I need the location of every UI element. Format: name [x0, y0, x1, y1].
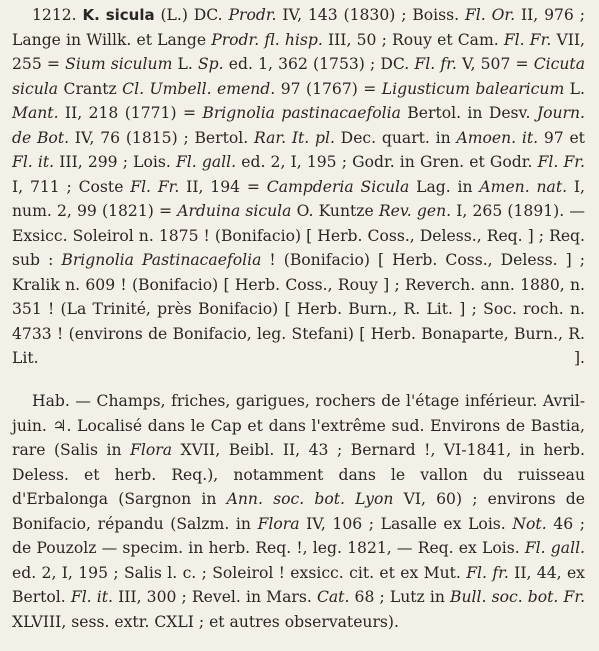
italic-citation: Journ. de Bot. [12, 104, 585, 147]
text-run: Hab. — Champs, friches, garigues, rochers de l'étage inférieur. Avril-juin. ♃. Localisé dans le Cap et dans l'extrême sud. Environs de Bastia, rare (Salis in [12, 392, 585, 459]
text-run: 97 et [538, 128, 585, 147]
text-run: VI, 60) ; environs de Bonifacio, répandu (Salzm. in [12, 490, 585, 533]
italic-citation: Rar. It. pl. [253, 128, 335, 147]
text-run: ed. 2, I, 195 ; Salis l. c. ; Soleirol ! exsicc. cit. et ex Mut. [12, 563, 467, 582]
italic-citation: Fl. Or. [464, 6, 516, 24]
text-run: IV, 76 (1815) ; Bertol. [69, 128, 254, 147]
text-run: III, 300 ; Revel. in Mars. [112, 588, 317, 606]
habitat-paragraph [12, 389, 585, 634]
text-run: I, 265 (1891). — Exsicc. Soleirol n. 1875 ! (Bonifacio) [ Herb. Coss., Deless., Req. ] ; Req. sub : [12, 202, 585, 269]
text-run: Lag. in [409, 177, 480, 196]
italic-citation: Sp. [198, 55, 224, 73]
italic-citation: Fl. gall. [175, 153, 237, 171]
text-run: XLVIII, sess. extr. CXLI ; et autres observateurs). [12, 612, 399, 631]
italic-citation: Fl. Fr. [130, 177, 180, 196]
text-run: I, num. 2, 99 (1821) = [12, 177, 586, 220]
text-run: L. [564, 79, 585, 98]
italic-citation: Fl. Fr. [503, 30, 552, 49]
italic-citation: Rev. gen. [378, 202, 452, 220]
italic-citation: Prodr. fl. hisp. [211, 30, 323, 49]
text-run: IV, 106 ; Lasalle ex Lois. [299, 514, 513, 533]
text-run: II, 218 (1771) = [58, 104, 203, 122]
species-epithet: sicula [105, 6, 155, 24]
italic-citation: Brignolia Pastinacaefolia [61, 251, 262, 269]
text-run: II, 44, ex Bertol. [12, 563, 585, 606]
species-author: (L.) DC. [160, 6, 223, 24]
entry-number: 1212. [32, 6, 77, 24]
italic-citation: Amoen. it. [456, 128, 539, 147]
text-run: II, 976 ; Lange in Willk. et Lange [12, 6, 585, 49]
italic-citation: Amen. nat. [479, 177, 568, 196]
italic-citation: Cat. [316, 588, 350, 606]
text-run: I, 711 ; Coste [12, 177, 131, 196]
italic-citation: Fl. fr. [414, 55, 457, 73]
text-run: Dec. quart. in [334, 128, 457, 147]
text-run: Crantz [58, 79, 123, 98]
italic-citation: Arduina sicula [177, 202, 292, 220]
text-run: 97 (1767) = [275, 79, 382, 98]
italic-citation: Fl. fr. [466, 563, 509, 582]
text-run: ! (Bonifacio) [ Herb. Coss., Deless. ] ; Kralik n. 609 ! (Bonifacio) [ Herb. Coss., Rouy ] ; Reverch. ann. 1880, n. 351 ! (La Trinité, près Bonifacio) [ Herb. Burn., R. Lit. ] ; Soc. roch. n. 4733 ! (environs de Bonifacio, leg. Stefani) [ Herb. Bonaparte, Burn., R. Lit. ]. [12, 251, 586, 367]
italic-citation: Cicuta sicula [12, 55, 585, 98]
text-run: IV, 143 (1830) ; Boiss. [276, 6, 465, 24]
italic-citation: Fl. it. [12, 153, 55, 171]
italic-citation: Campderia Sicula [266, 177, 410, 196]
text-run: III, 50 ; Rouy et Cam. [322, 30, 504, 49]
text-run: V, 507 = [456, 55, 534, 73]
italic-citation: Fl. it. [70, 588, 113, 606]
text-run: L. [172, 55, 198, 73]
italic-citation: Ann. soc. bot. Lyon [226, 490, 394, 508]
italic-citation: Brignolia pastinacaefolia [202, 104, 401, 122]
genus-abbrev: K. [82, 6, 100, 24]
text-run: XVII, Beibl. II, 43 ; Bernard !, VI-1841, in herb. Deless. et herb. Req.), notamment dans le vallon du ruisseau d'Erbalonga (Sargnon in [12, 441, 585, 508]
italic-citation: Prodr. [228, 6, 277, 24]
italic-citation: Sium siculum [65, 55, 173, 73]
synonymy-paragraph [12, 3, 585, 371]
italic-citation: Mant. [12, 104, 59, 122]
text-run: ed. 1, 362 (1753) ; DC. [223, 55, 415, 73]
text-run: II, 194 = [179, 177, 267, 196]
text-run: Bertol. in Desv. [400, 104, 537, 122]
italic-citation: Fl. gall. [524, 539, 586, 557]
text-run: III, 299 ; Lois. [54, 153, 176, 171]
text-run: 68 ; Lutz in [349, 588, 451, 606]
text-run: VII, 255 = [12, 30, 585, 73]
synonymy-text [12, 6, 585, 367]
italic-citation: Not. [512, 514, 547, 533]
italic-citation: Cl. Umbell. emend. [122, 79, 276, 98]
text-run: 46 ; de Pouzolz — specim. in herb. Req. !, leg. 1821, — Req. ex Lois. [12, 514, 585, 557]
italic-citation: Flora [257, 514, 300, 533]
italic-citation: Fl. Fr. [537, 153, 585, 171]
habitat-text [12, 392, 585, 631]
italic-citation: Flora [130, 441, 173, 459]
italic-citation: Bull. soc. bot. Fr. [450, 588, 586, 606]
italic-citation: Ligusticum balearicum [381, 79, 565, 98]
text-run: ed. 2, I, 195 ; Godr. in Gren. et Godr. [236, 153, 538, 171]
text-run: O. Kuntze [291, 202, 379, 220]
